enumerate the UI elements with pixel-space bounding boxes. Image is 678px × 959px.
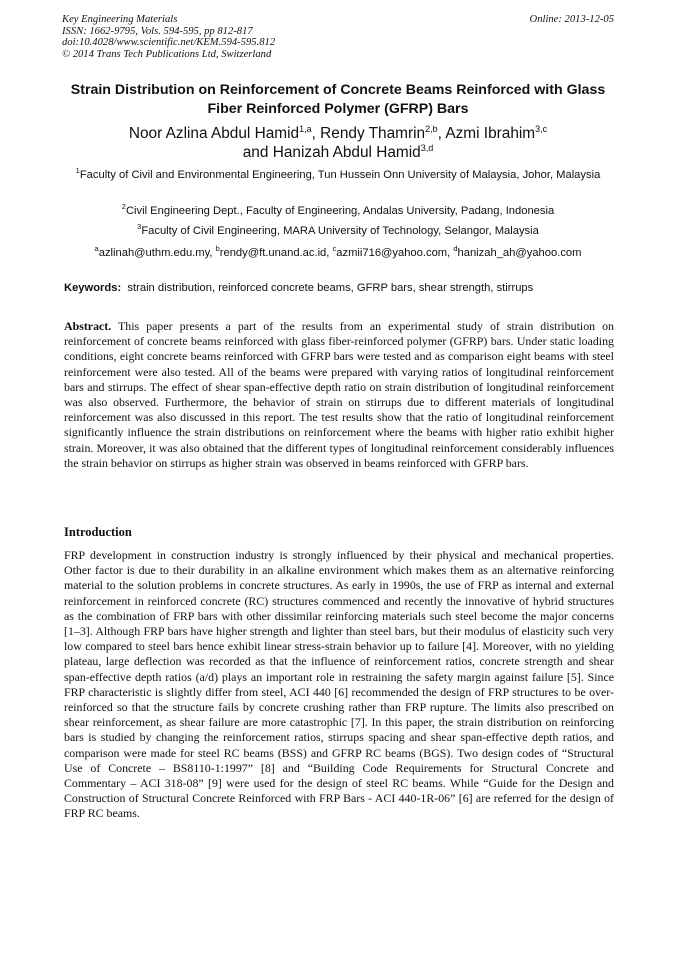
keywords-label: Keywords: xyxy=(64,282,122,294)
affiliation-text: Faculty of Civil Engineering, MARA University of Technology, Selangor, Malaysia xyxy=(141,225,539,237)
author-name: Azmi Ibrahim xyxy=(445,125,536,142)
introduction-paragraph: FRP development in construction industry is strongly influenced by their physical and mechanical properties. Other factor is due to their durability in an alkaline environment which makes them as an alternative reinforcing material to the solution problems in concrete structures. As early in 1990s, the use of FRP as internal and external reinforcement in reinforced concrete (RC) structures commenced and recently the innovative of hybrid structures as the combination of FRP bars with other dissimilar reinforcing materials such steel become the major concerns [1–3]. Although FRP bars have higher strength and lighter than steel bars, but their modulus of elasticity such very low compared to steel bars hence exhibit linear stress-strain behavior up to failure [4]. Moreover, with no yielding plateau, large deflection was recorded as that the influence of reinforcement ratios, concrete strength and shear span-effective depth ratios (a/d) plays an important role in restraining the safety margin against failure [5]. Since FRP characteristic is slightly differ from steel, ACI 440 [6] recommended the design of FRP structures to be over-reinforced so that the structure fails by concrete crushing rather than FRP rupture. The limits also prescribed on shear reinforcement, as shear failure are more catastrophic [7]. In this paper, the strain distribution on reinforcing bars is studied by changing the reinforcement ratios, stirrups spacing and shear span-effective depth ratios, and comparison were made for steel RC beams (BSS) and GFRP RC beams (BGS). Two design codes of “Structural Use of Concrete – BS8110-1:1997” [8] and “Building Code Requirements for Structural Concrete and Commentary – ACI 318-08” [9] were used for the design of steel RC beams. While “Guide for the Design and Construction of Structural Concrete Reinforced with FRP Bars - ACI 440-1R-06” [6] are referred for the design of FRP RC beams. xyxy=(64,548,614,821)
author-superscript: 3,c xyxy=(535,124,548,134)
author-superscript: 2,b xyxy=(425,124,438,134)
author-name: Noor Azlina Abdul Hamid xyxy=(128,125,300,142)
author-separator: , xyxy=(437,125,446,142)
author-name: Rendy Thamrin xyxy=(320,125,426,142)
doi-line: doi:10.4028/www.scientific.net/KEM.594-595.812 xyxy=(62,37,276,49)
online-date: Online: 2013-12-05 xyxy=(529,14,614,25)
email-separator: , xyxy=(447,247,454,259)
author-superscript: 1,a xyxy=(299,124,312,134)
email-line xyxy=(62,245,614,261)
email-superscript: c xyxy=(332,244,337,253)
email-address: hanizah_ah@yahoo.com xyxy=(457,247,582,259)
keywords-text: strain distribution, reinforced concrete beams, GFRP bars, shear strength, stirrups xyxy=(127,282,534,294)
email-superscript: a xyxy=(94,244,99,253)
author-superscript: 3,d xyxy=(420,143,434,153)
author-separator: and xyxy=(242,144,273,161)
keywords-line xyxy=(64,281,616,295)
affiliation-superscript: 1 xyxy=(75,166,80,175)
abstract-text: This paper presents a part of the results from an experimental study of strain distribution on reinforcement of concrete beams reinforced with glass fiber-reinforced polymer (GFRP) bars. Under static loading conditions, eight concrete beams reinforced with GFRP bars were tested and as comparison eight beams with steel reinforcement were also tested. All of the beams were prepared with varying ratios of longitudinal reinforcement bars and stirrups. The effect of shear span-effective depth ratio on strain distribution of longitudinal reinforcement was also observed. Furthermore, the behavior of strain on stirrups due to different materials of longitudinal reinforcement was also discussed in this report. The test results show that the ratio of longitudinal reinforcement significantly influence the strain distributions on reinforcement where the beams with higher ratio exhibit higher strain. Moreover, it was also obtained that the different types of longitudinal reinforcement considerably influences the strain behavior on stirrups as higher strain was observed in beams reinforced with GFRP bars. xyxy=(64,319,614,470)
introduction-heading: Introduction xyxy=(64,525,132,539)
email-superscript: b xyxy=(215,244,220,253)
abstract-paragraph xyxy=(64,319,614,471)
affiliation-text: Civil Engineering Dept., Faculty of Engineering, Andalas University, Padang, Indonesia xyxy=(125,205,555,217)
email-separator: , xyxy=(326,247,333,259)
affiliation-2 xyxy=(62,203,614,219)
affiliation-text: Faculty of Civil and Environmental Engineering, Tun Hussein Onn University of Malaysia, Johor, Malaysia xyxy=(79,169,601,181)
email-separator: , xyxy=(209,247,216,259)
author-separator: , xyxy=(311,125,321,142)
email-superscript: d xyxy=(453,244,458,253)
affiliation-1 xyxy=(62,167,614,183)
paper-title: Strain Distribution on Reinforcement of Concrete Beams Reinforced with Glass Fiber Reinforced Polymer (GFRP) Bars xyxy=(70,82,606,117)
affiliation-superscript: 3 xyxy=(137,222,142,231)
issn-line: ISSN: 1662-9795, Vols. 594-595, pp 812-817 xyxy=(62,25,253,37)
journal-name: Key Engineering Materials xyxy=(62,14,178,25)
affiliation-3 xyxy=(62,223,614,239)
author-name: Hanizah Abdul Hamid xyxy=(272,144,421,161)
email-address: azlinah@uthm.edu.my xyxy=(98,247,210,259)
author-list xyxy=(62,124,614,162)
abstract-label: Abstract. xyxy=(64,319,112,333)
email-address: rendy@ft.unand.ac.id xyxy=(219,247,327,259)
copyright-line: © 2014 Trans Tech Publications Ltd, Switzerland xyxy=(62,48,272,60)
journal-header xyxy=(62,14,275,60)
email-address: azmii716@yahoo.com xyxy=(336,247,448,259)
affiliation-superscript: 2 xyxy=(121,202,126,211)
